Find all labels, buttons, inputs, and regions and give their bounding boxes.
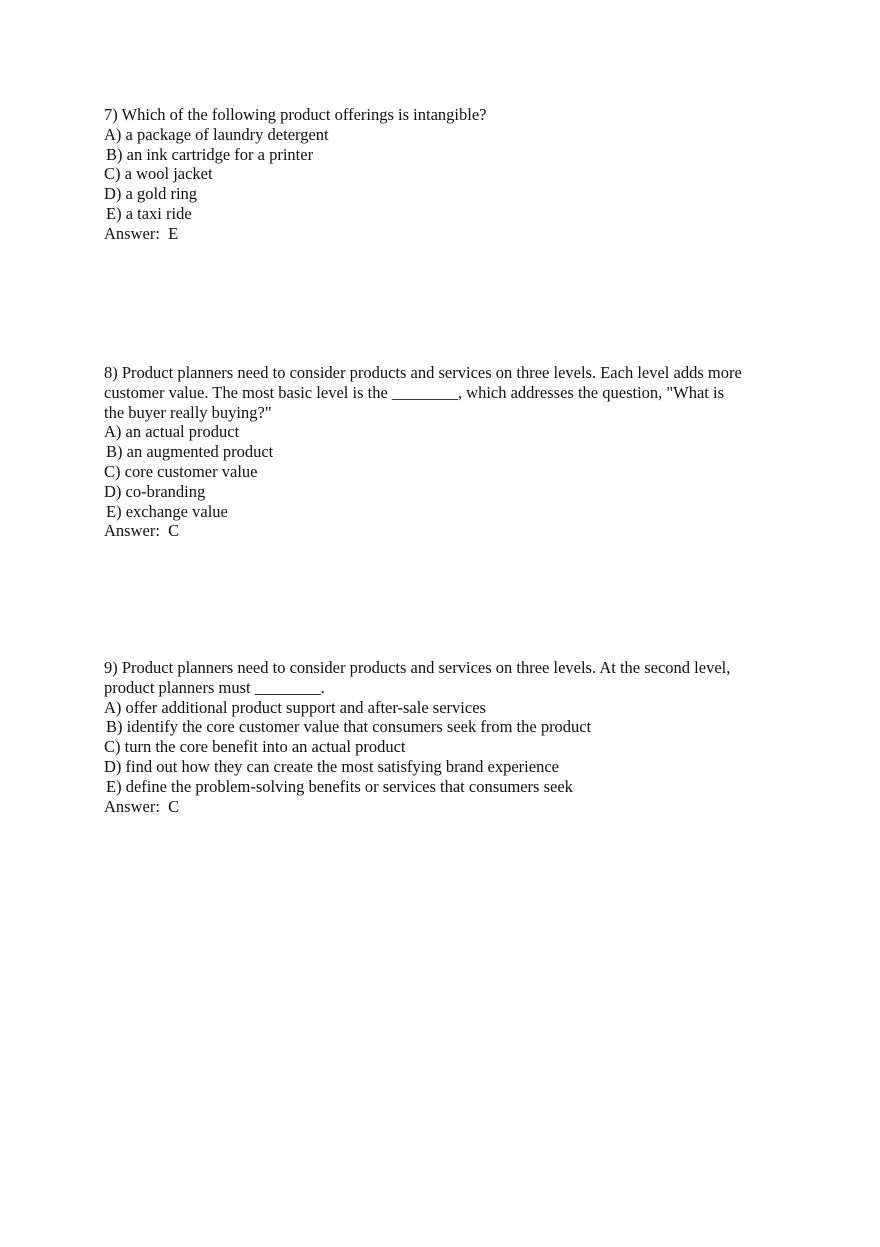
choice-d: D) a gold ring	[104, 184, 198, 204]
question-stem: 8) Product planners need to consider products and services on three levels. Each level adds more	[104, 363, 742, 382]
choice-e: E) define the problem-solving benefits or services that consumers seek	[106, 776, 573, 796]
question-stem: customer value. The most basic level is the ________, which addresses the question, "What is	[104, 382, 725, 402]
choice-d: D) co-branding	[104, 481, 206, 501]
question-stem: product planners must ________.	[104, 677, 325, 697]
choice-e: E) a taxi ride	[106, 203, 192, 223]
question-stem: 9) Product planners need to consider products and services on three levels. At the second level,	[104, 658, 731, 677]
choice-a: A) offer additional product support and after-sale services	[104, 697, 486, 717]
question-stem: the buyer really buying?"	[104, 402, 272, 422]
answer: Answer: C	[104, 796, 180, 816]
question-7	[104, 105, 784, 244]
answer: Answer: C	[104, 521, 180, 541]
choice-a: A) an actual product	[104, 422, 240, 442]
answer: Answer: E	[104, 223, 179, 243]
choice-a: A) a package of laundry detergent	[104, 124, 329, 144]
choice-c: C) turn the core benefit into an actual product	[104, 737, 406, 757]
choice-c: C) core customer value	[104, 461, 258, 481]
choice-b: B) an augmented product	[106, 442, 274, 462]
question-9	[104, 658, 784, 816]
choice-c: C) a wool jacket	[104, 164, 213, 184]
question-8	[104, 363, 784, 541]
choice-b: B) an ink cartridge for a printer	[106, 144, 314, 164]
choice-e: E) exchange value	[106, 501, 228, 521]
choice-b: B) identify the core customer value that consumers seek from the product	[106, 717, 592, 737]
choice-d: D) find out how they can create the most satisfying brand experience	[104, 756, 559, 776]
question-stem: 7) Which of the following product offerings is intangible?	[104, 105, 487, 124]
